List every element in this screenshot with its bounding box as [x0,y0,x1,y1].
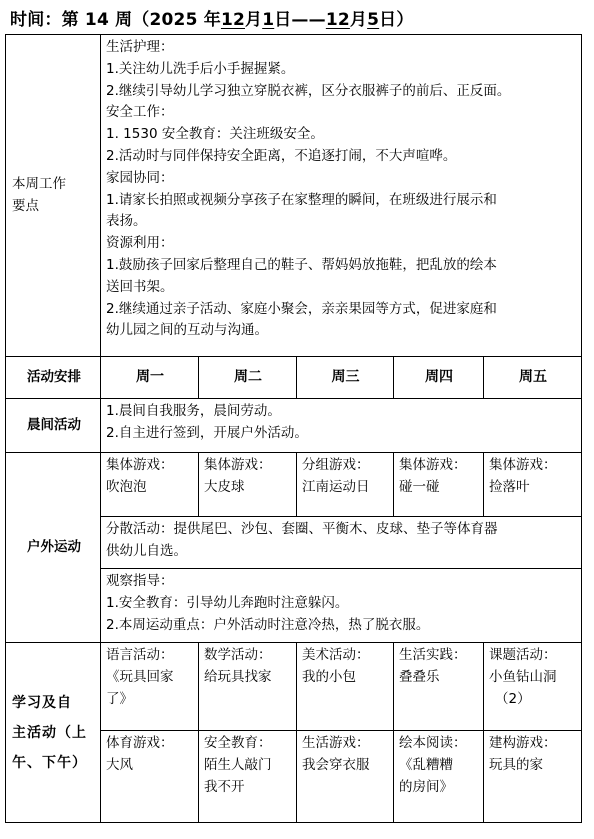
title-prefix: 时间：第 14 周（2025 年 [10,10,221,30]
row-learning-1 [6,643,582,731]
title-month-start: 12 [220,10,245,30]
learning-tuesday-1: 数学活动： 给玩具找家 [199,643,297,731]
day-friday: 周五 [484,357,582,399]
title-suffix: 日） [379,10,414,30]
work-points-label: 本周工作 要点 [6,35,101,357]
outdoor-game-friday: 集体游戏： 捡落叶 [484,453,582,517]
outdoor-game-tuesday: 集体游戏： 大皮球 [199,453,297,517]
title-month-end: 12 [325,10,350,30]
title-month-label: 月 [245,10,263,30]
learning-thursday-2: 绘本阅读： 《乱糟糟 的房间》 [394,731,484,823]
learning-friday-1: 课题活动： 小鱼钻山洞 （2） [484,643,582,731]
row-outdoor-games [6,453,582,517]
day-thursday: 周四 [394,357,484,399]
title-day-end: 5 [367,10,380,30]
page-title [10,5,414,30]
outdoor-game-wednesday: 分组游戏： 江南运动日 [297,453,394,517]
row-work-points [6,35,582,357]
title-dash: 日—— [274,10,326,30]
learning-wednesday-2: 生活游戏： 我会穿衣服 [297,731,394,823]
learning-wednesday-1: 美术活动： 我的小包 [297,643,394,731]
row-morning [6,399,582,453]
weekly-plan-table [5,34,582,823]
schedule-label: 活动安排 [6,357,101,399]
learning-friday-2: 建构游戏： 玩具的家 [484,731,582,823]
title-day-start: 1 [262,10,275,30]
outdoor-observe-content: 观察指导： 1.安全教育：引导幼儿奔跑时注意躲闪。 2.本周运动重点：户外活动时注意冷热，热了脱衣服。 [101,569,582,643]
learning-monday-2: 体育游戏： 大风 [101,731,199,823]
outdoor-label: 户外运动 [6,453,101,643]
day-wednesday: 周三 [297,357,394,399]
morning-content: 1.晨间自我服务，晨间劳动。 2.自主进行签到，开展户外活动。 [101,399,582,453]
outdoor-scatter-content: 分散活动：提供尾巴、沙包、套圈、平衡木、皮球、垫子等体育器 供幼儿自选。 [101,517,582,569]
learning-monday-1: 语言活动： 《玩具回家 了》 [101,643,199,731]
day-monday: 周一 [101,357,199,399]
day-tuesday: 周二 [199,357,297,399]
row-schedule-header [6,357,582,399]
learning-thursday-1: 生活实践： 叠叠乐 [394,643,484,731]
learning-tuesday-2: 安全教育： 陌生人敲门 我不开 [199,731,297,823]
title-month-label-2: 月 [349,10,368,30]
learning-label: 学习及自 主活动（上 午、下午） [6,643,101,823]
outdoor-game-thursday: 集体游戏： 碰一碰 [394,453,484,517]
work-points-content: 生活护理： 1.关注幼儿洗手后小手握握紧。 2.继续引导幼儿学习独立穿脱衣裤，区分衣服裤子的前后、正反面。 安全工作： 1. 1530 安全教育：关注班级安全。 2.活动时与同伴保持安全距离，不追逐打闹，不大声喧哗。 家园协同： 1.请家长拍照或视频分享孩子在家整理的瞬间，在班级进行展示和 表扬。 资源利用： 1.鼓励孩子回家后整理自己的鞋子、帮妈妈放拖鞋，把乱放的绘本 送回书架。 2.继续通过亲子活动、家庭小聚会，亲亲果园等方式，促进家庭和 幼儿园之间的互动与沟通。 [101,35,582,357]
morning-label: 晨间活动 [6,399,101,453]
outdoor-game-monday: 集体游戏： 吹泡泡 [101,453,199,517]
